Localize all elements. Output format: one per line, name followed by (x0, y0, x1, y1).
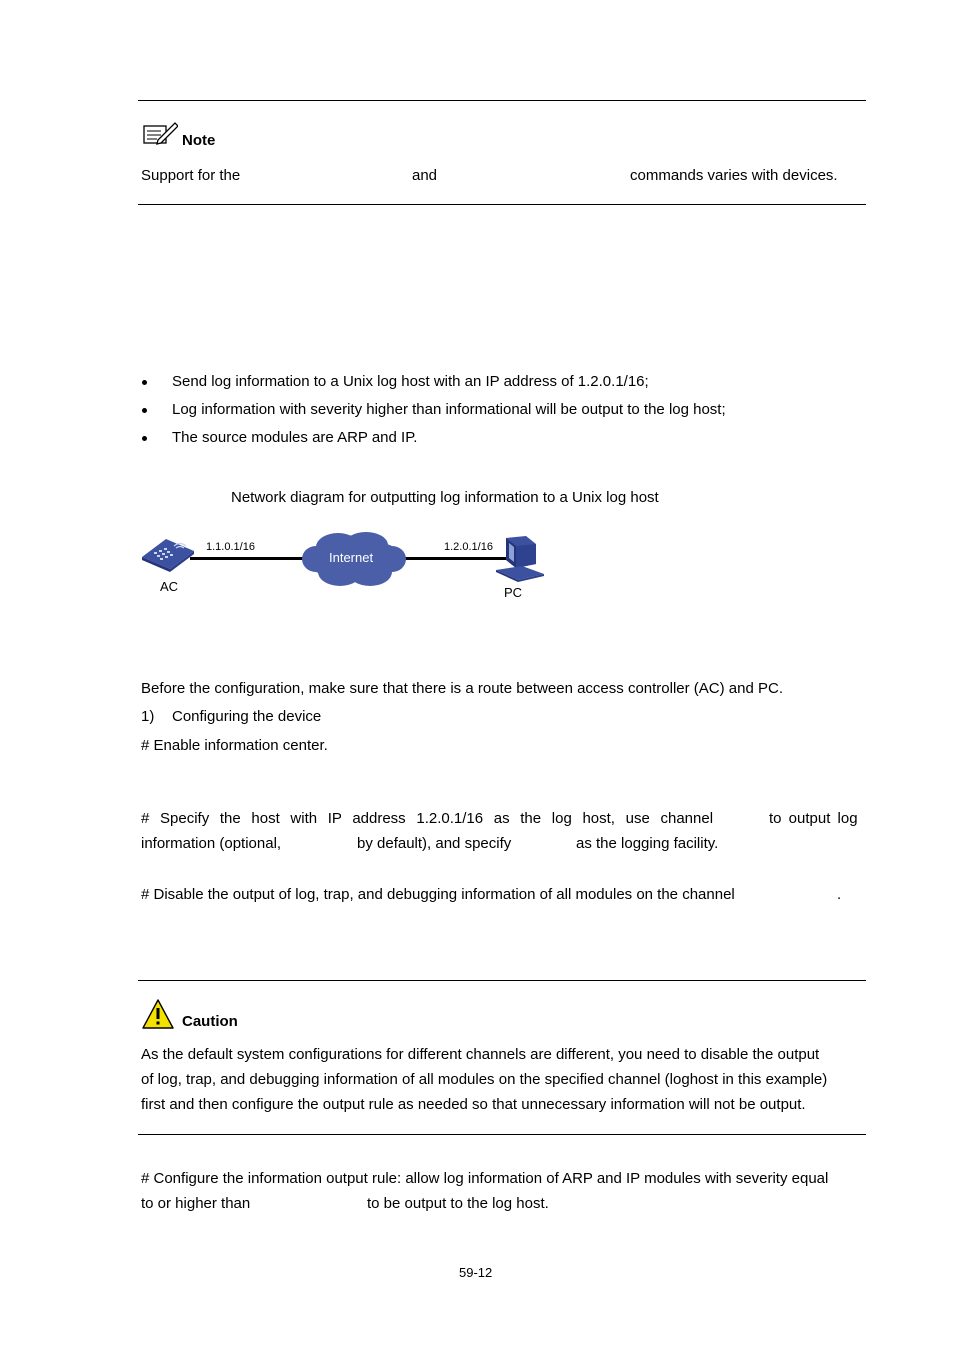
specify-host-text-1a: # Specify the host with IP address 1.2.0.1/16 as the log host, use channel (141, 810, 714, 827)
caution-text-line-3: first and then configure the output rule as needed so that unnecessary information will not be output. (141, 1096, 806, 1113)
specify-host-text-1b: to output log (769, 810, 858, 827)
caution-top-rule (138, 980, 866, 981)
note-title: Note (182, 132, 216, 149)
note-text-start: Support for the (141, 167, 241, 184)
internet-label: Internet (329, 550, 374, 565)
caution-text-line-1: As the default system configurations for different channels are different, you need to disable the output (141, 1046, 820, 1063)
disable-output-text: # Disable the output of log, trap, and debugging information of all modules on the channel (141, 886, 735, 903)
step-text: Configuring the device (172, 708, 322, 725)
ac-label: AC (160, 579, 179, 594)
note-text-end: commands varies with devices. (630, 167, 838, 184)
enable-info-center-text: # Enable information center. (141, 737, 328, 754)
output-rule-text-2a: to or higher than (141, 1195, 251, 1212)
disable-output-period: . (837, 886, 842, 903)
specify-host-text-2b: by default), and specify (357, 835, 512, 852)
pc-ip-label: 1.2.0.1/16 (444, 541, 493, 553)
caution-title: Caution (182, 1013, 238, 1030)
note-icon (142, 120, 178, 150)
list-item-text: The source modules are ARP and IP. (172, 429, 418, 446)
pc-label: PC (504, 585, 523, 600)
step-number: 1) (141, 708, 155, 725)
list-item-text: Send log information to a Unix log host with an IP address of 1.2.0.1/16; (172, 373, 649, 390)
access-controller-icon (140, 535, 196, 577)
bullet-icon (142, 436, 147, 441)
output-rule-text-1: # Configure the information output rule: allow log information of ARP and IP modules with severity equal (141, 1170, 829, 1187)
warning-icon (141, 998, 175, 1034)
link-internet-pc (398, 557, 506, 560)
note-text-mid: and (412, 167, 438, 184)
output-rule-text-2b: to be output to the log host. (367, 1195, 549, 1212)
bullet-icon (142, 408, 147, 413)
caution-bottom-rule (138, 1134, 866, 1135)
bullet-icon (142, 380, 147, 385)
caution-text-line-2: of log, trap, and debugging information of all modules on the specified channel (loghost in this example) (141, 1071, 828, 1088)
specify-host-text-2a: information (optional, (141, 835, 282, 852)
page-number: 59-12 (459, 1265, 493, 1280)
ac-ip-label: 1.1.0.1/16 (206, 541, 255, 553)
link-ac-internet (190, 557, 308, 560)
list-item-text: Log information with severity higher than informational will be output to the log host; (172, 401, 726, 418)
before-config-text: Before the configuration, make sure that there is a route between access controller (AC) and PC. (141, 680, 783, 697)
specify-host-text-2c: as the logging facility. (576, 835, 719, 852)
note-top-rule (138, 100, 866, 101)
figure-caption: Network diagram for outputting log information to a Unix log host (231, 489, 659, 506)
note-bottom-rule (138, 204, 866, 205)
pc-icon (492, 534, 546, 586)
